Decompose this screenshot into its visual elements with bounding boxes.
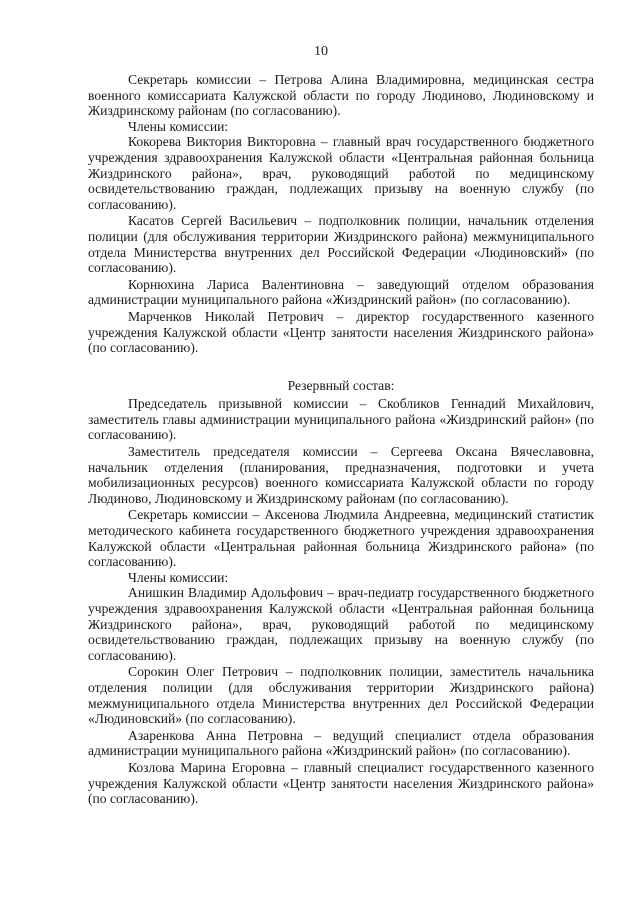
main-member-paragraph: Кокорева Виктория Викторовна – главный врач государственного бюджетного учреждения здравоохранения Калужской области «Центральная районная больница Жиздринского района», врач, руководящий работой по медицинскому освидетельствованию граждан, подлежащих призыву на военную службу (по согласованию). [88,134,594,212]
main-member-paragraph: Касатов Сергей Васильевич – подполковник полиции, начальник отделения полиции (для обслуживания территории Жиздринского района) межмуниципального отдела Министерства внутренних дел Российской Федерации «Людиновский» (по согласованию). [88,213,594,276]
reserve-members-heading: Члены комиссии: [128,569,229,585]
reserve-member-paragraph: Азаренкова Анна Петровна – ведущий специалист отдела образования администрации муниципального района «Жиздринский район» (по согласованию). [88,727,594,759]
main-member-paragraph: Корнюхина Лариса Валентиновна – заведующий отделом образования администрации муниципального района «Жиздринский район» (по согласованию). [88,276,594,308]
main-member-paragraph: Марченков Николай Петрович – директор государственного казенного учреждения Калужской области «Центр занятости населения Жиздринского района» (по согласованию). [88,308,594,356]
reserve-deputy-paragraph: Заместитель председателя комиссии – Сергеева Оксана Вячеславовна, начальник отделения (планирования, предназначения, подготовки и учета мобилизационных ресурсов) военного комиссариата Калужской области по городу Людиново, Людиновскому и Жиздринскому районам (по согласованию). [88,444,594,506]
main-secretary-paragraph: Секретарь комиссии – Петрова Алина Владимировна, медицинская сестра военного комиссариата Калужской области по городу Людиново, Людиновскому и Жиздринскому районам (по согласованию). [88,72,594,119]
reserve-member-paragraph: Анишкин Владимир Адольфович – врач-педиатр государственного бюджетного учреждения здравоохранения Калужской области «Центральная районная больница Жиздринского района», врач, руководящий работой по медицинскому освидетельствованию граждан, подлежащих призыву на военную службу (по согласованию). [88,585,594,663]
page-number: 10 [314,44,328,59]
reserve-secretary-paragraph: Секретарь комиссии – Аксенова Людмила Андреевна, медицинский статистик методического кабинета государственного бюджетного учреждения здравоохранения Калужской области «Центральная районная больница Жиздринского района» (по согласованию). [88,507,594,570]
main-members-heading: Члены комиссии: [128,118,229,134]
reserve-member-paragraph: Сорокин Олег Петрович – подполковник полиции, заместитель начальника отделения полиции (для обслуживания территории Жиздринского района) межмуниципального отдела Министерства внутренних дел Российской Федерации «Людиновский» (по согласованию). [88,664,594,727]
reserve-member-paragraph: Козлова Марина Егоровна – главный специалист государственного казенного учреждения Калужской области «Центр занятости населения Жиздринского района» (по согласованию). [88,759,594,807]
reserve-chairman-paragraph: Председатель призывной комиссии – Скобликов Геннадий Михайлович, заместитель главы администрации муниципального района «Жиздринский район» (по согласованию). [88,396,594,443]
reserve-section-title: Резервный состав: [287,377,395,393]
